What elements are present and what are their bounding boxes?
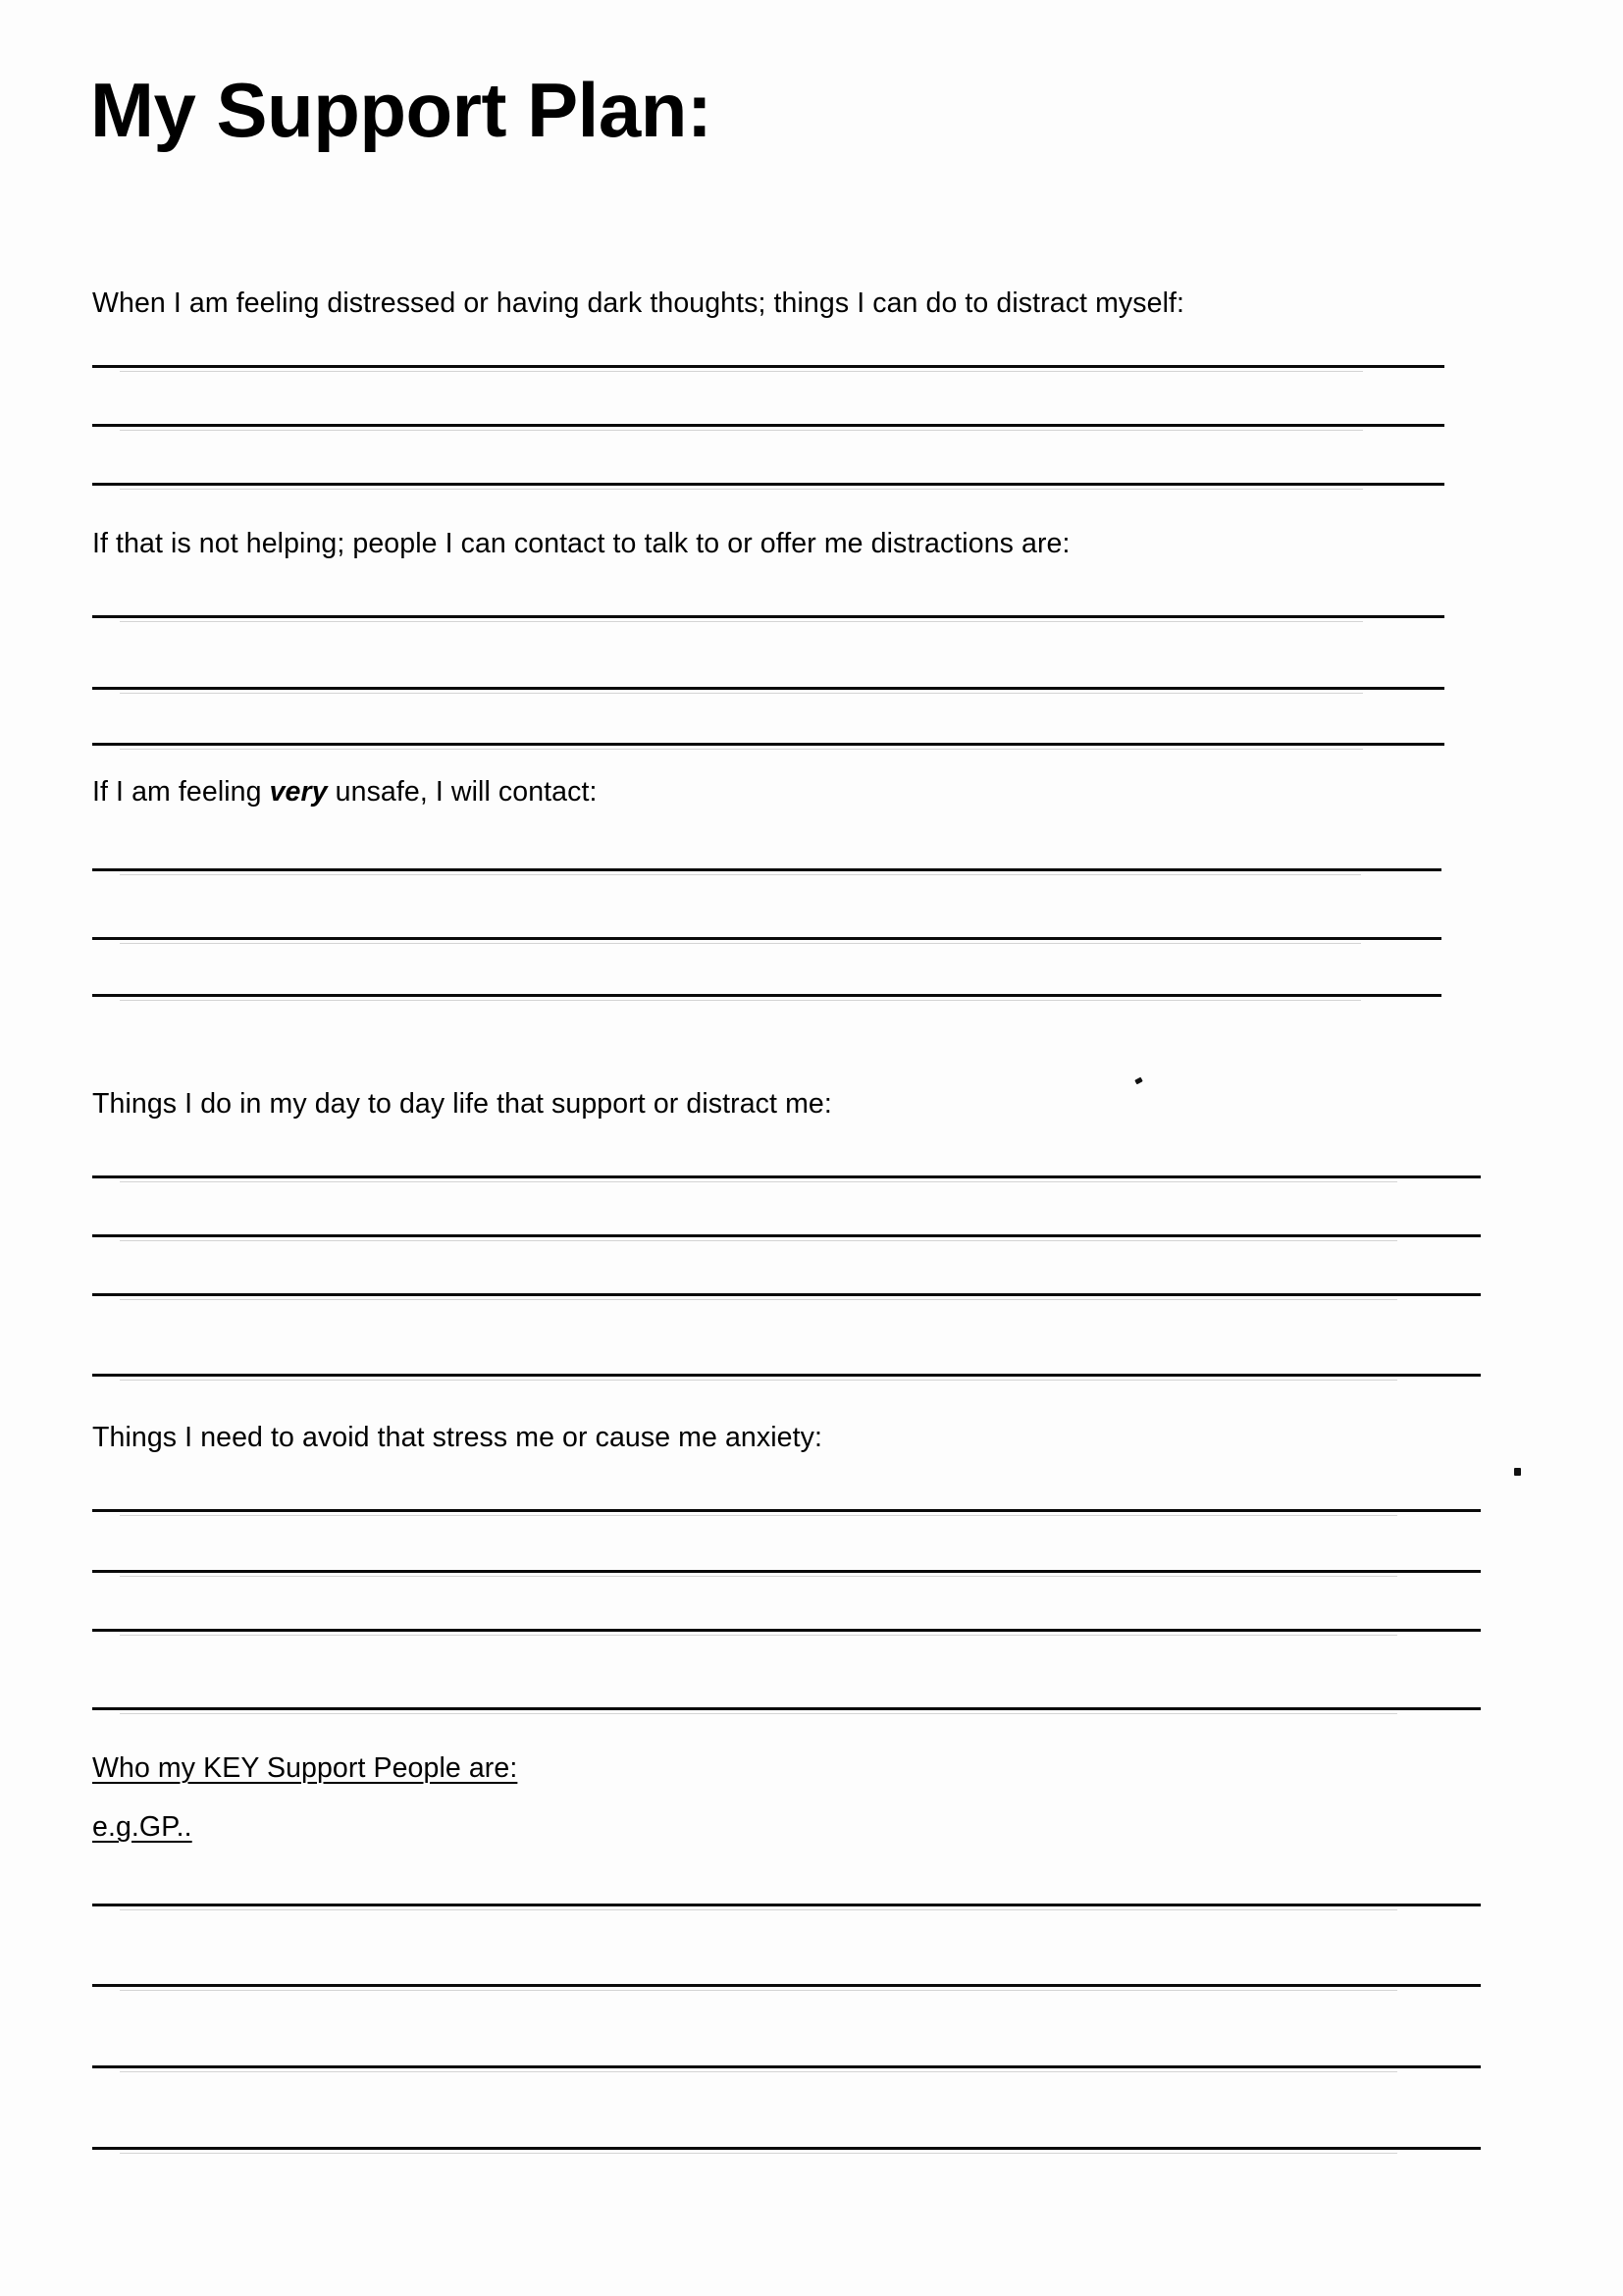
scan-speck — [1514, 1468, 1521, 1476]
writing-line[interactable] — [92, 1234, 1481, 1237]
writing-line[interactable] — [92, 1904, 1481, 1906]
writing-line[interactable] — [92, 743, 1444, 746]
prompt-distractions: When I am feeling distressed or having dark thoughts; things I can do to distract myself: — [92, 287, 1185, 319]
writing-line[interactable] — [92, 1984, 1481, 1987]
scan-speck — [1134, 1077, 1143, 1085]
writing-line[interactable] — [92, 1509, 1481, 1512]
heading-key-support-people — [92, 1751, 517, 1787]
prompt-day-to-day-support: Things I do in my day to day life that support or distract me: — [92, 1088, 832, 1120]
prompt-emphasis-very: very — [269, 776, 328, 808]
writing-line[interactable] — [92, 1629, 1481, 1632]
writing-line[interactable] — [92, 994, 1441, 997]
heading-key-support-people-text: Who my KEY Support People are: — [92, 1752, 518, 1784]
writing-line[interactable] — [92, 1374, 1481, 1377]
writing-line[interactable] — [92, 483, 1444, 486]
prompt-text-after: unsafe, I will contact: — [327, 776, 598, 808]
page-title: My Support Plan: — [90, 67, 712, 153]
writing-line[interactable] — [92, 687, 1444, 690]
writing-line[interactable] — [92, 1175, 1481, 1178]
writing-line[interactable] — [92, 615, 1444, 618]
writing-line[interactable] — [92, 365, 1444, 368]
example-gp — [92, 1810, 192, 1846]
prompt-text-before: If I am feeling — [92, 776, 270, 808]
writing-line[interactable] — [92, 2147, 1481, 2150]
writing-line[interactable] — [92, 2065, 1481, 2068]
writing-line[interactable] — [92, 424, 1444, 427]
writing-line[interactable] — [92, 868, 1441, 871]
writing-line[interactable] — [92, 1293, 1481, 1296]
prompt-people-to-contact: If that is not helping; people I can contact to talk to or offer me distractions are: — [92, 528, 1071, 559]
example-gp-text: e.g.GP.. — [92, 1811, 192, 1843]
prompt-things-to-avoid: Things I need to avoid that stress me or cause me anxiety: — [92, 1422, 823, 1453]
prompt-very-unsafe-contact — [92, 775, 598, 810]
writing-line[interactable] — [92, 1570, 1481, 1573]
writing-line[interactable] — [92, 1707, 1481, 1710]
writing-line[interactable] — [92, 937, 1441, 940]
